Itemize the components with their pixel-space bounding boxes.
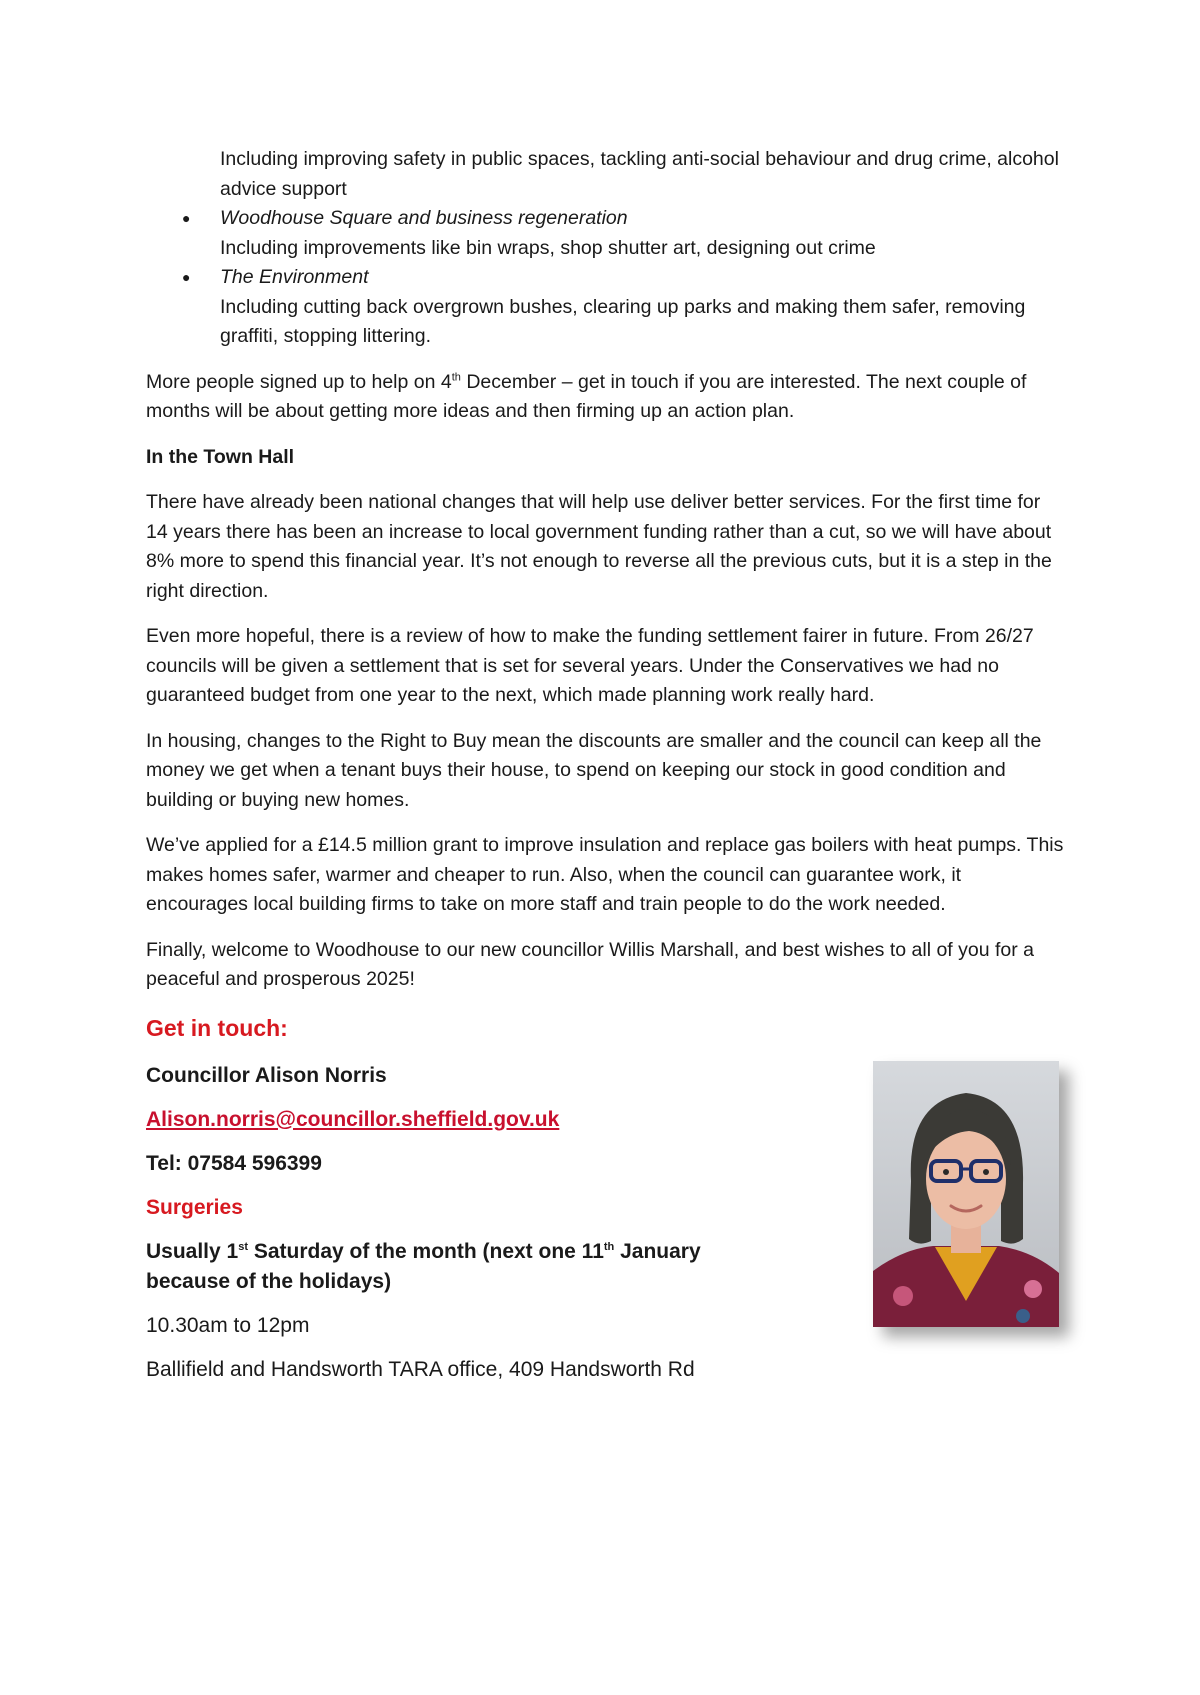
schedule-text-c: January because of the holidays) [146,1239,701,1293]
surgeries-heading: Surgeries [146,1195,243,1219]
schedule-sup-1: st [238,1240,248,1253]
list-item-desc: Including improvements like bin wraps, shop shutter art, designing out crime [220,236,876,259]
paragraph-settlement: Even more hopeful, there is a review of how to make the funding settlement fairer in future. From 26/27 councils will be given a settlement that is set for several years. Under the Conservatives we had no guaranteed budget from one year to the next, which made planning work really hard. [146,625,1034,706]
schedule-text-b: Saturday of the month (next one 11 [248,1239,604,1263]
intro-continuation: Including improving safety in public spaces, tackling anti-social behaviour and drug crime, alcohol advice support [220,148,1059,200]
get-in-touch-heading: Get in touch: [146,1014,288,1041]
schedule-text-a: Usually 1 [146,1239,239,1263]
bullet-icon: ● [182,210,191,226]
portrait-image [873,1061,1059,1327]
list-item-title: The Environment [220,266,369,288]
signup-sup: th [451,371,461,383]
surgery-location: Ballifield and Handsworth TARA office, 409 Handsworth Rd [146,1357,695,1381]
councillor-name: Councillor Alison Norris [146,1063,387,1087]
signup-text-b: December – get in touch if you are interested. The next couple of months will be about getting more ideas and then firming up an action plan. [146,370,1027,422]
contact-section [146,1061,1066,1385]
bullet-icon: ● [182,269,191,285]
list-item [146,204,1066,263]
signup-text-a: More people signed up to help on 4 [146,370,452,393]
paragraph-grant: We’ve applied for a £14.5 million grant to improve insulation and replace gas boilers with heat pumps. This makes homes safer, warmer and cheaper to run. Also, when the council can guarantee work, it encourages local building firms to take on more staff and train people to do the work needed. [146,834,1064,915]
councillor-photo [873,1061,1059,1327]
list-item-desc: Including cutting back overgrown bushes, clearing up parks and making them safer, removing graffiti, stopping littering. [220,295,1026,347]
list-item [146,263,1066,352]
surgery-schedule [146,1237,746,1297]
paragraph-funding: There have already been national changes that will help use deliver better services. For the first time for 14 years there has been an increase to local government funding rather than a cut, so we will have about 8% more to spend this financial year. It’s not enough to reverse all the previous cuts, but it is a step in the right direction. [146,491,1052,602]
list-item-title: Woodhouse Square and business regeneration [220,207,628,229]
paragraph-welcome: Finally, welcome to Woodhouse to our new councillor Willis Marshall, and best wishes to all of you for a peaceful and prosperous 2025! [146,938,1035,990]
schedule-sup-2: th [603,1240,615,1253]
priority-list [146,204,1066,352]
paragraph-housing: In housing, changes to the Right to Buy mean the discounts are smaller and the council can keep all the money we get when a tenant buys their house, to spend on keeping our stock in good condition and building or buying new homes. [146,729,1042,811]
telephone: Tel: 07584 596399 [146,1151,322,1175]
document-page [146,145,1066,1399]
town-hall-heading: In the Town Hall [146,445,295,468]
surgery-time: 10.30am to 12pm [146,1313,310,1337]
email-link[interactable]: Alison.norris@councillor.sheffield.gov.uk [146,1107,560,1131]
signup-paragraph [146,368,1066,427]
